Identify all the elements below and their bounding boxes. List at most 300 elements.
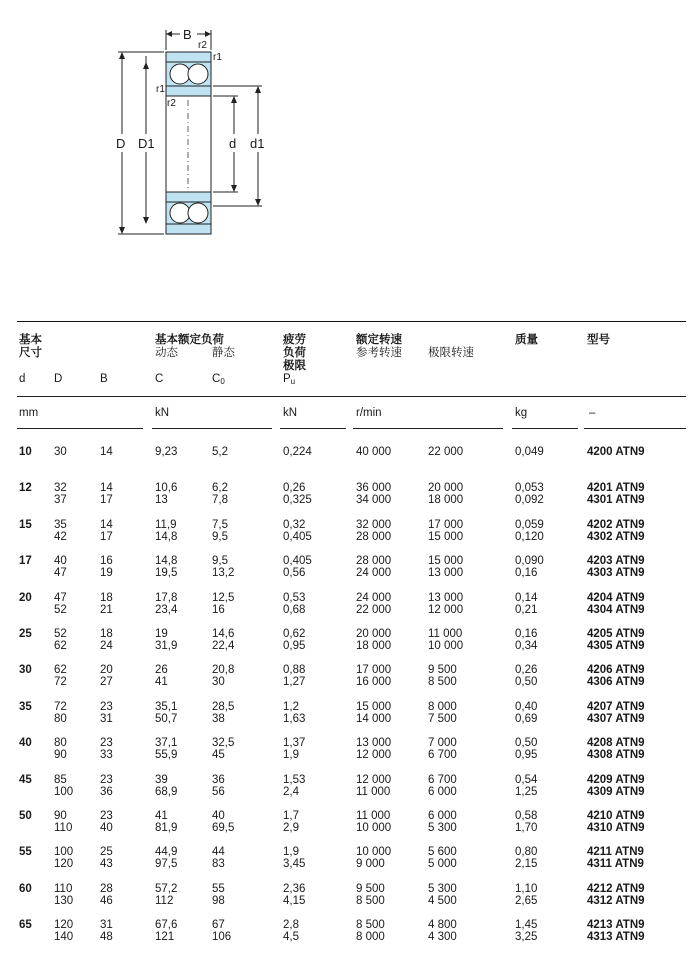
table-cell-des: 4200 ATN9: [587, 446, 645, 458]
table-cell-des: 4211 ATN9: [587, 846, 644, 859]
table-row-group: [0, 701, 700, 733]
table-cell-lim: 13 000: [428, 567, 464, 580]
table-cell-des: 4206 ATN9: [587, 664, 645, 677]
bore-diameter-cell: 50: [19, 810, 32, 822]
table-cell-c0: 67: [212, 919, 225, 932]
table-cell-lim: 22 000: [428, 446, 464, 458]
table-cell-b: 27: [100, 676, 113, 689]
table-cell-d: 130: [54, 894, 74, 907]
table-cell-mass: 0,50: [515, 676, 538, 689]
table-cell-pu: 0,88: [283, 664, 306, 677]
header-designation: 型号: [587, 334, 610, 346]
table-cell-ref: 18 000: [356, 640, 392, 652]
header-speed: 额定转速: [356, 334, 402, 346]
table-cell-mass: 0,053: [515, 482, 544, 495]
unit-rpm: r/min: [356, 407, 382, 419]
header-fatigue: 疲劳 负荷 极限: [283, 334, 306, 372]
table-cell-lim: 5 300: [428, 822, 457, 834]
label-r1-top: r1: [213, 52, 222, 63]
table-cell-mass: 0,059: [515, 518, 544, 531]
table-cell-c: 112: [155, 894, 174, 907]
table-cell-mass: 0,120: [515, 530, 544, 543]
table-cell-pu: 0,68: [283, 603, 306, 616]
table-row-group: [0, 446, 700, 478]
table-cell-b: 28: [100, 882, 113, 895]
table-cell-d: 47: [54, 567, 67, 580]
table-cell-b: 48: [100, 931, 113, 944]
table-cell-mass: 0,34: [515, 640, 538, 652]
table-cell-lim: 17 000: [428, 518, 464, 531]
ball-top-right: [188, 64, 208, 84]
table-cell-mass: 1,10: [515, 882, 538, 895]
table-cell-c0: 98: [212, 894, 225, 907]
table-cell-mass: 0,54: [515, 773, 538, 786]
table-cell-pu: 1,63: [283, 712, 306, 725]
ball-bottom-left: [170, 203, 190, 223]
table-cell-ref: 12 000: [356, 749, 392, 762]
table-cell-mass: 1,25: [515, 785, 538, 798]
table-row-group: [0, 737, 700, 769]
table-cell-pu: 1,2: [283, 700, 299, 713]
table-cell-ref: 24 000: [356, 567, 392, 580]
table-cell-c0: 12,5: [212, 591, 235, 604]
table-cell-des: 4305 ATN9: [587, 640, 645, 652]
unit-rule-mass: [512, 428, 578, 429]
table-cell-des: 4201 ATN9: [587, 482, 645, 495]
table-cell-ref: 9 000: [356, 858, 385, 871]
table-cell-c0: 56: [212, 785, 225, 798]
label-D: D: [116, 136, 126, 151]
header-mass: 质量: [515, 334, 538, 346]
table-cell-c: 19,5: [155, 567, 178, 580]
table-cell-des: 4309 ATN9: [587, 785, 645, 798]
bore-diameter-cell: 20: [19, 591, 32, 604]
table-cell-b: 31: [100, 712, 113, 725]
table-cell-d: 42: [54, 530, 67, 543]
symbol-C0: $C_0$: [212, 373, 225, 386]
header-rule: [17, 396, 686, 397]
table-cell-pu: 1,7: [283, 810, 299, 822]
table-cell-pu: 4,5: [283, 931, 299, 944]
table-cell-c: 81,9: [155, 822, 178, 834]
table-cell-ref: 28 000: [356, 530, 392, 543]
table-row-group: [0, 519, 700, 551]
table-cell-lim: 4 500: [428, 894, 457, 907]
table-cell-c0: 5,2: [212, 446, 228, 458]
table-cell-lim: 15 000: [428, 530, 464, 543]
table-row-group: [0, 628, 700, 660]
header-load: 基本额定负荷: [155, 334, 224, 346]
table-cell-mass: 0,58: [515, 810, 538, 822]
table-cell-d: 90: [54, 810, 67, 822]
table-cell-b: 17: [100, 530, 113, 543]
bore-diameter-cell: 65: [19, 919, 32, 932]
table-cell-d: 52: [54, 628, 67, 640]
table-cell-mass: 2,15: [515, 858, 538, 871]
table-cell-c: 23,4: [155, 603, 178, 616]
label-B: B: [183, 27, 192, 42]
bore-diameter-cell: 35: [19, 700, 32, 713]
table-cell-mass: 0,50: [515, 737, 538, 750]
table-cell-pu: 0,32: [283, 518, 306, 531]
table-cell-pu: 4,15: [283, 894, 306, 907]
table-cell-c: 121: [155, 931, 175, 944]
header-speed-lim: 极限转速: [428, 347, 474, 359]
table-cell-c0: 83: [212, 858, 225, 871]
label-r2-top: r2: [198, 40, 207, 51]
symbol-Pu: $P_u$: [283, 373, 296, 386]
table-cell-c0: 44: [212, 846, 225, 859]
table-cell-c0: 6,2: [212, 482, 228, 495]
unit-rule-mm: [17, 428, 143, 429]
table-cell-c0: 20,8: [212, 664, 235, 677]
bore-diameter-cell: 30: [19, 664, 32, 677]
table-cell-mass: 1,45: [515, 919, 538, 932]
table-cell-ref: 28 000: [356, 555, 392, 568]
table-cell-c: 44,9: [155, 846, 178, 859]
symbol-C: C: [155, 373, 164, 385]
header-dims: 基本 尺寸: [19, 334, 42, 359]
bore-diameter-cell: 40: [19, 737, 32, 750]
table-cell-c: 31,9: [155, 640, 178, 652]
table-cell-mass: 0,092: [515, 494, 544, 507]
table-cell-ref: 40 000: [356, 446, 392, 458]
table-cell-lim: 4 300: [428, 931, 457, 944]
table-cell-d: 30: [54, 446, 67, 458]
table-cell-ref: 8 500: [356, 919, 385, 932]
table-cell-b: 36: [100, 785, 113, 798]
table-cell-b: 14: [100, 518, 113, 531]
table-cell-b: 43: [100, 858, 113, 871]
table-row-group: [0, 846, 700, 878]
table-cell-lim: 18 000: [428, 494, 464, 507]
table-cell-c0: 40: [212, 810, 225, 822]
table-cell-d: 40: [54, 555, 67, 568]
bore-diameter-cell: 17: [19, 555, 32, 568]
table-cell-lim: 9 500: [428, 664, 457, 677]
table-cell-pu: 1,37: [283, 737, 306, 750]
table-cell-ref: 32 000: [356, 518, 392, 531]
table-cell-lim: 7 500: [428, 712, 457, 725]
table-cell-pu: 0,95: [283, 640, 306, 652]
table-cell-lim: 13 000: [428, 591, 464, 604]
table-cell-c0: 22,4: [212, 640, 235, 652]
table-cell-c: 50,7: [155, 712, 178, 725]
table-cell-c: 37,1: [155, 737, 178, 750]
unit-kn-load: kN: [155, 407, 170, 419]
table-cell-mass: 0,69: [515, 712, 538, 725]
table-cell-b: 21: [100, 603, 113, 616]
bore-diameter-cell: 25: [19, 628, 32, 640]
table-cell-ref: 11 000: [356, 785, 391, 798]
table-top-rule: [17, 321, 686, 322]
table-cell-ref: 36 000: [356, 482, 392, 495]
table-cell-lim: 15 000: [428, 555, 464, 568]
label-r1-mid: r1: [156, 84, 165, 95]
table-row-group: [0, 664, 700, 696]
table-cell-c0: 14,6: [212, 628, 235, 640]
table-cell-pu: 0,26: [283, 482, 306, 495]
unit-rule-designation: [584, 428, 686, 429]
table-cell-d: 100: [54, 846, 74, 859]
table-cell-c0: 9,5: [212, 530, 228, 543]
table-cell-d: 85: [54, 773, 67, 786]
table-cell-c0: 30: [212, 676, 225, 689]
table-cell-des: 4311 ATN9: [587, 858, 644, 871]
symbol-d: d: [19, 373, 26, 385]
table-cell-des: 4310 ATN9: [587, 822, 645, 834]
table-cell-c0: 45: [212, 749, 225, 762]
table-cell-c: 19: [155, 628, 168, 640]
table-row-group: [0, 810, 700, 842]
table-cell-des: 4204 ATN9: [587, 591, 645, 604]
table-cell-d: 72: [54, 700, 67, 713]
table-cell-c: 10,6: [155, 482, 178, 495]
table-cell-c: 11,9: [155, 518, 177, 531]
table-cell-des: 4313 ATN9: [587, 931, 645, 944]
table-cell-c: 39: [155, 773, 168, 786]
table-cell-ref: 22 000: [356, 603, 392, 616]
table-cell-des: 4208 ATN9: [587, 737, 645, 750]
bearing-cross-section-diagram: [0, 0, 300, 250]
table-cell-lim: 6 000: [428, 810, 457, 822]
table-cell-c0: 16: [212, 603, 225, 616]
table-cell-des: 4304 ATN9: [587, 603, 645, 616]
label-d1: d1: [250, 136, 265, 151]
table-cell-d: 72: [54, 676, 67, 689]
table-cell-pu: 1,9: [283, 846, 299, 859]
table-cell-b: 24: [100, 640, 113, 652]
table-cell-c0: 55: [212, 882, 225, 895]
table-cell-c: 97,5: [155, 858, 178, 871]
table-cell-pu: 3,45: [283, 858, 306, 871]
table-cell-pu: 2,9: [283, 822, 299, 834]
table-cell-c: 17,8: [155, 591, 178, 604]
table-row-group: [0, 774, 700, 806]
table-cell-pu: 2,8: [283, 919, 299, 932]
table-cell-pu: 1,53: [283, 773, 306, 786]
table-cell-ref: 11 000: [356, 810, 391, 822]
table-cell-lim: 11 000: [428, 628, 463, 640]
table-cell-c0: 106: [212, 931, 232, 944]
table-cell-d: 32: [54, 482, 67, 495]
table-cell-mass: 0,049: [515, 446, 544, 458]
table-cell-des: 4213 ATN9: [587, 919, 645, 932]
unit-rule-fatigue: [280, 428, 346, 429]
symbol-B: B: [100, 373, 108, 385]
table-cell-lim: 4 800: [428, 919, 457, 932]
table-cell-c0: 28,5: [212, 700, 235, 713]
table-cell-b: 25: [100, 846, 113, 859]
table-cell-pu: 2,4: [283, 785, 299, 798]
table-cell-mass: 0,14: [515, 591, 538, 604]
table-cell-des: 4207 ATN9: [587, 700, 645, 713]
table-cell-d: 62: [54, 664, 67, 677]
table-cell-ref: 8 500: [356, 894, 385, 907]
table-cell-pu: 2,36: [283, 882, 306, 895]
table-cell-des: 4308 ATN9: [587, 749, 645, 762]
table-cell-ref: 14 000: [356, 712, 392, 725]
table-cell-c: 68,9: [155, 785, 178, 798]
table-cell-ref: 24 000: [356, 591, 392, 604]
table-cell-lim: 7 000: [428, 737, 457, 750]
table-cell-c0: 38: [212, 712, 225, 725]
label-d: d: [229, 136, 237, 151]
table-cell-lim: 12 000: [428, 603, 464, 616]
header-load-dyn: 动态: [155, 347, 178, 359]
table-cell-c: 41: [155, 810, 168, 822]
table-cell-ref: 16 000: [356, 676, 392, 689]
table-cell-b: 23: [100, 700, 113, 713]
table-cell-des: 4203 ATN9: [587, 555, 645, 568]
table-cell-des: 4301 ATN9: [587, 494, 645, 507]
table-cell-mass: 3,25: [515, 931, 538, 944]
table-cell-c: 13: [155, 494, 168, 507]
table-row-group: [0, 883, 700, 915]
table-cell-b: 17: [100, 494, 113, 507]
table-cell-c: 14,8: [155, 530, 178, 543]
table-cell-pu: 0,405: [283, 555, 312, 568]
table-cell-d: 47: [54, 591, 67, 604]
ball-top-left: [170, 64, 190, 84]
table-cell-b: 18: [100, 591, 113, 604]
unit-rule-speed: [353, 428, 503, 429]
header-load-stat: 静态: [212, 347, 235, 359]
table-cell-mass: 0,16: [515, 628, 538, 640]
unit-kn-fatigue: kN: [283, 407, 298, 419]
table-cell-d: 110: [54, 882, 73, 895]
label-r2-mid: r2: [167, 98, 176, 109]
table-cell-des: 4312 ATN9: [587, 894, 645, 907]
table-cell-c: 41: [155, 676, 168, 689]
bore-diameter-cell: 12: [19, 482, 32, 495]
table-cell-pu: 0,224: [283, 446, 312, 458]
table-cell-b: 23: [100, 773, 113, 786]
header-speed-ref: 参考转速: [356, 347, 402, 359]
unit-mm: mm: [19, 407, 39, 419]
bore-diameter-cell: 10: [19, 446, 32, 458]
unit-dash: –: [589, 407, 596, 419]
table-cell-lim: 5 000: [428, 858, 457, 871]
table-cell-c: 67,6: [155, 919, 178, 932]
table-cell-c0: 69,5: [212, 822, 235, 834]
table-cell-lim: 8 000: [428, 700, 457, 713]
table-cell-lim: 5 600: [428, 846, 457, 859]
unit-kg: kg: [515, 407, 528, 419]
table-cell-pu: 0,405: [283, 530, 312, 543]
table-cell-pu: 0,53: [283, 591, 306, 604]
label-D1: D1: [138, 136, 155, 151]
table-cell-ref: 8 000: [356, 931, 385, 944]
table-cell-des: 4210 ATN9: [587, 810, 645, 822]
table-cell-lim: 20 000: [428, 482, 464, 495]
table-cell-ref: 15 000: [356, 700, 392, 713]
table-cell-des: 4303 ATN9: [587, 567, 645, 580]
table-cell-c: 55,9: [155, 749, 178, 762]
table-cell-pu: 0,325: [283, 494, 312, 507]
bore-diameter-cell: 15: [19, 518, 32, 531]
table-cell-mass: 0,95: [515, 749, 538, 762]
table-cell-des: 4209 ATN9: [587, 773, 645, 786]
table-cell-lim: 6 000: [428, 785, 457, 798]
table-cell-b: 19: [100, 567, 113, 580]
table-cell-c: 35,1: [155, 700, 178, 713]
table-cell-lim: 5 300: [428, 882, 457, 895]
table-cell-mass: 0,40: [515, 700, 538, 713]
table-cell-ref: 10 000: [356, 846, 392, 859]
bore-diameter-cell: 60: [19, 882, 32, 895]
table-cell-c: 26: [155, 664, 168, 677]
table-cell-b: 46: [100, 894, 113, 907]
table-cell-d: 100: [54, 785, 74, 798]
table-cell-b: 33: [100, 749, 113, 762]
table-cell-c0: 32,5: [212, 737, 235, 750]
table-cell-des: 4205 ATN9: [587, 628, 645, 640]
symbol-D: D: [54, 373, 63, 385]
table-cell-c0: 36: [212, 773, 225, 786]
bore-diameter-cell: 55: [19, 846, 32, 859]
table-cell-d: 62: [54, 640, 67, 652]
table-cell-b: 14: [100, 482, 113, 495]
table-row-group: [0, 555, 700, 587]
bore-diameter-cell: 45: [19, 773, 32, 786]
table-cell-c: 9,23: [155, 446, 178, 458]
table-cell-mass: 0,21: [515, 603, 538, 616]
table-cell-mass: 1,70: [515, 822, 538, 834]
table-cell-des: 4302 ATN9: [587, 530, 645, 543]
table-cell-c0: 13,2: [212, 567, 235, 580]
table-cell-b: 16: [100, 555, 113, 568]
table-cell-b: 20: [100, 664, 113, 677]
table-cell-b: 14: [100, 446, 113, 458]
table-cell-mass: 0,26: [515, 664, 538, 677]
table-cell-c0: 7,8: [212, 494, 228, 507]
table-cell-b: 23: [100, 810, 113, 822]
table-cell-mass: 2,65: [515, 894, 538, 907]
table-cell-des: 4202 ATN9: [587, 518, 645, 531]
table-cell-ref: 13 000: [356, 737, 392, 750]
table-cell-d: 120: [54, 919, 74, 932]
table-row-group: [0, 592, 700, 624]
table-cell-pu: 1,9: [283, 749, 299, 762]
table-cell-d: 80: [54, 737, 67, 750]
table-cell-mass: 0,16: [515, 567, 538, 580]
table-row-group: [0, 919, 700, 951]
table-cell-lim: 6 700: [428, 773, 457, 786]
table-cell-pu: 0,62: [283, 628, 306, 640]
table-cell-d: 52: [54, 603, 67, 616]
table-cell-mass: 0,80: [515, 846, 538, 859]
table-cell-ref: 12 000: [356, 773, 392, 786]
table-cell-ref: 9 500: [356, 882, 385, 895]
table-cell-ref: 10 000: [356, 822, 392, 834]
table-cell-des: 4212 ATN9: [587, 882, 645, 895]
table-cell-c0: 7,5: [212, 518, 228, 531]
table-cell-ref: 17 000: [356, 664, 392, 677]
table-cell-ref: 20 000: [356, 628, 392, 640]
table-row-group: [0, 482, 700, 514]
table-cell-b: 18: [100, 628, 113, 640]
table-cell-b: 23: [100, 737, 113, 750]
table-cell-des: 4307 ATN9: [587, 712, 645, 725]
table-cell-d: 80: [54, 712, 67, 725]
table-cell-d: 90: [54, 749, 67, 762]
table-cell-d: 37: [54, 494, 67, 507]
unit-rule-load: [152, 428, 272, 429]
table-cell-mass: 0,090: [515, 555, 544, 568]
table-cell-c0: 9,5: [212, 555, 228, 568]
table-cell-ref: 34 000: [356, 494, 392, 507]
